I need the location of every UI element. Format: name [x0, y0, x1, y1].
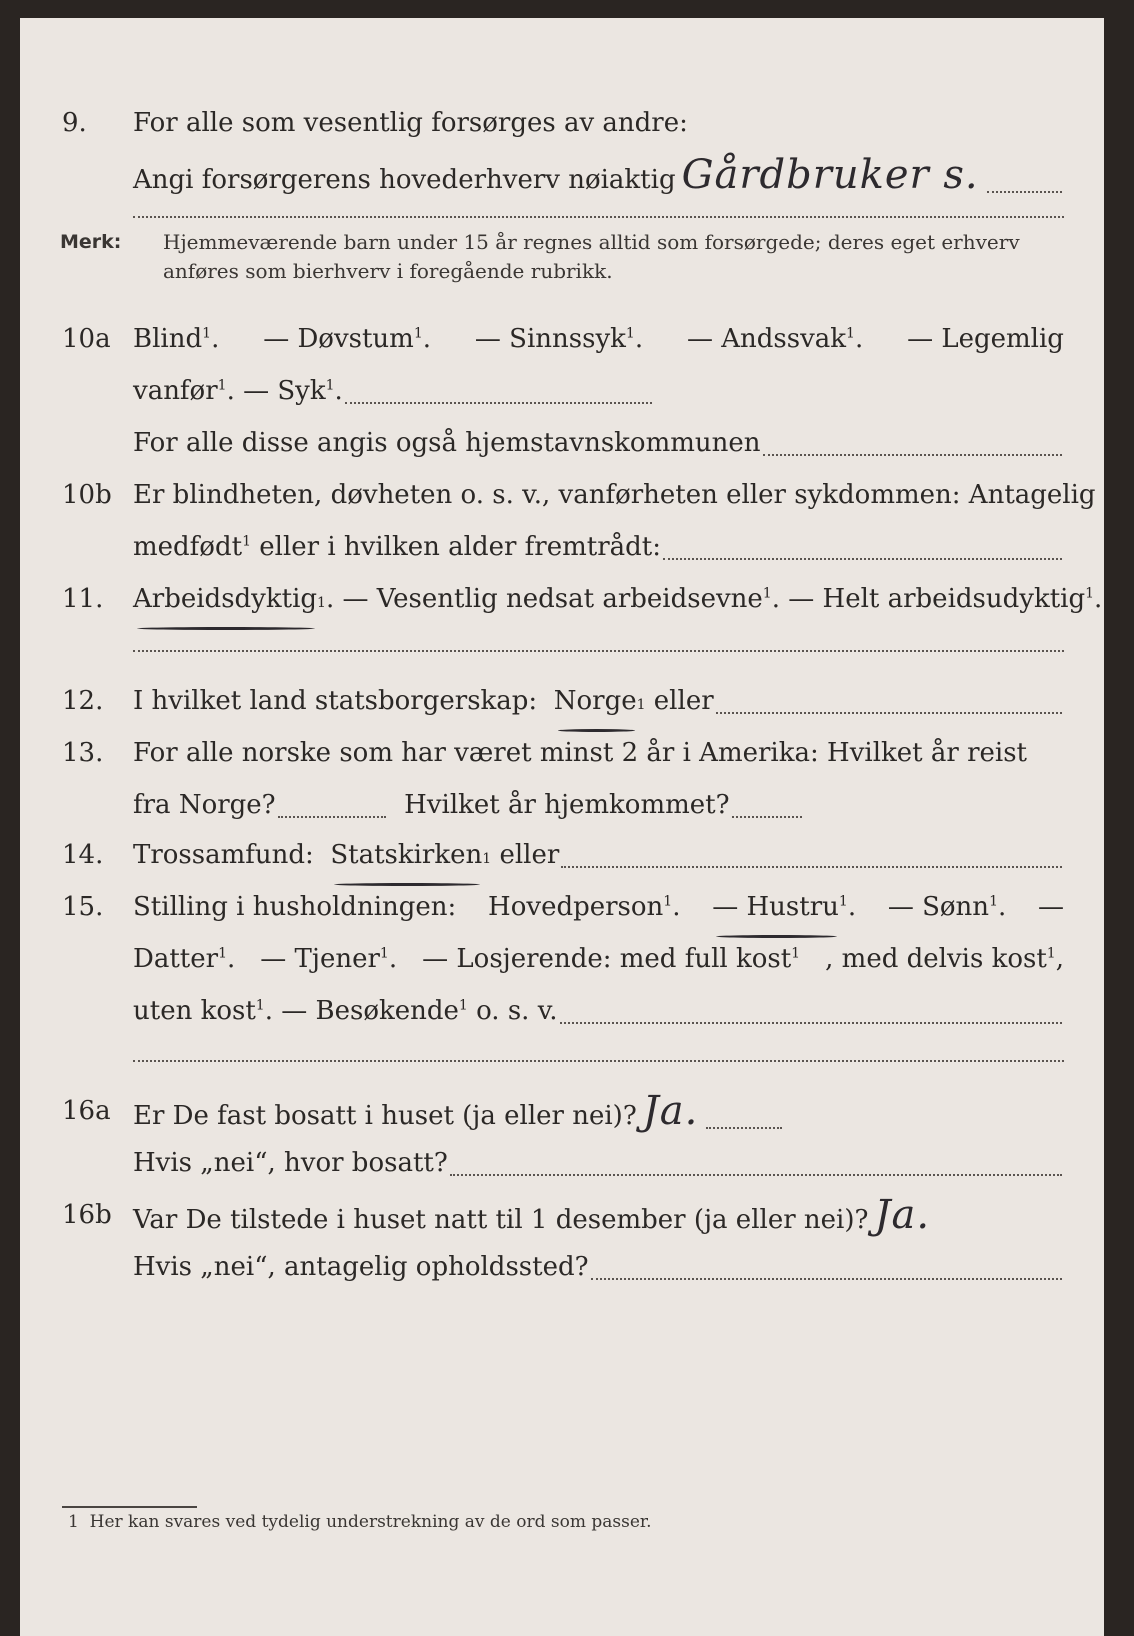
q10b-prompt: eller i hvilken alder fremtrådt: [259, 532, 662, 562]
option-medfodt: medfødt$^1$ [133, 532, 251, 562]
q16a-line2 [20, 1138, 1104, 1188]
q10a-line2 [20, 366, 1104, 416]
q15-line3 [20, 986, 1104, 1036]
q9-text: For alle som vesentlig forsørges av andre: [133, 108, 688, 138]
q13-line2 [20, 780, 1104, 830]
q12-number: 12. [62, 686, 104, 716]
q12-suffix: eller [653, 686, 714, 716]
q14-answer-line [561, 866, 1062, 868]
q10a-hometown-prompt: For alle disse angis også hjemstavnskommunen [133, 428, 761, 458]
note-line1: Hjemmeværende barn under 15 år regnes alltid som forsørgede; deres eget erhverv [163, 230, 1020, 254]
footnote-rule [62, 1506, 197, 1508]
q9-line2 [20, 150, 1104, 200]
q11-answer-line [133, 650, 1064, 652]
option-delvis-kost: , med delvis kost$^1$, [825, 944, 1064, 974]
q14-prompt: Trossamfund: [133, 840, 314, 870]
q14-suffix: eller [499, 840, 560, 870]
q15-dash: — [1038, 892, 1064, 922]
option-norge-underlined: Norge [554, 676, 637, 726]
q15-line1 [20, 882, 1104, 932]
option-vanfor: vanfør$^1$. [133, 376, 235, 406]
q10a-line1 [20, 314, 1104, 364]
q10a-number: 10a [62, 324, 111, 354]
q16a-followup-line [450, 1174, 1062, 1176]
q9-answer-line [987, 191, 1062, 193]
q13-departure-prompt: fra Norge? [133, 790, 276, 820]
q10b-number: 10b [62, 480, 112, 510]
note-label: Merk: [60, 231, 122, 253]
option-blind: Blind$^1$. [133, 324, 220, 354]
footnote-mark: 1 [68, 1512, 79, 1532]
q16a-answer-line [706, 1127, 782, 1129]
q16b-handwritten-answer: Ja. [874, 1192, 931, 1238]
q16b-line1 [20, 1190, 1104, 1240]
option-udyktig: — Helt arbeidsudyktig$^1$. [788, 584, 1103, 614]
q13-text: For alle norske som har været minst 2 år i Amerika: Hvilket år reist [133, 738, 1027, 768]
option-dovstum: — Døvstum$^1$. [263, 324, 432, 354]
q16b-number: 16b [62, 1200, 112, 1230]
option-full-kost: — Losjerende: med full kost$^1$ [422, 944, 801, 974]
q16b-followup: Hvis „nei“, antagelig opholdssted? [133, 1252, 589, 1282]
q13-return-line [732, 816, 802, 818]
q10b-answer-line [663, 558, 1062, 560]
option-arbeidsdyktig-underlined: Arbeidsdyktig [133, 574, 317, 624]
section-divider [133, 216, 1064, 218]
q13-line1 [20, 728, 1104, 778]
option-nedsat: — Vesentlig nedsat arbeidsevne$^1$. [342, 584, 780, 614]
q15-prompt: Stilling i husholdningen: [133, 892, 457, 922]
option-tjener: — Tjener$^1$. [260, 944, 398, 974]
footnote-text: Her kan svares ved tydelig understrekning av de ord som passer. [89, 1512, 652, 1532]
q12-answer-line [716, 712, 1062, 714]
q12-prompt: I hvilket land statsborgerskap: [133, 686, 538, 716]
option-legemlig: — Legemlig [907, 324, 1064, 354]
q16a-followup: Hvis „nei“, hvor bosatt? [133, 1148, 448, 1178]
option-uten-kost: uten kost$^1$. [133, 996, 273, 1026]
q13-departure-line [278, 816, 386, 818]
option-hovedperson: Hovedperson$^1$. [488, 892, 681, 922]
census-form-page [20, 18, 1104, 1636]
option-andssvak: — Andssvak$^1$. [686, 324, 864, 354]
option-hustru-underlined: — Hustru$^1$. [712, 882, 856, 932]
q16a-handwritten-answer: Ja. [642, 1088, 699, 1134]
q11-line: 11. Arbeidsdyktig 1 . — Vesentlig nedsat arbeidsevne$^1$. — Helt arbeidsudyktig$^1$. [20, 574, 1104, 624]
footnote [68, 1512, 652, 1532]
option-besokende: — Besøkende$^1$ [281, 996, 468, 1026]
q16a-number: 16a [62, 1096, 111, 1126]
q13-number: 13. [62, 738, 104, 768]
option-sonn: — Sønn$^1$. [887, 892, 1007, 922]
q15-number: 15. [62, 892, 104, 922]
option-syk: — Syk$^1$. [243, 376, 343, 406]
q12-line: 12. I hvilket land statsborgerskap: Norge 1 eller [20, 676, 1104, 726]
q15-etc: o. s. v. [476, 996, 558, 1026]
q10a-hometown-line [763, 454, 1062, 456]
q16b-prompt: Var De tilstede i huset natt til 1 desember (ja eller nei)? [133, 1205, 869, 1235]
q10b-line2 [20, 522, 1104, 572]
q10b-line1 [20, 470, 1104, 520]
q9-number: 9. [62, 108, 87, 138]
q16a-prompt: Er De fast bosatt i huset (ja eller nei)? [133, 1101, 637, 1131]
q16b-line2 [20, 1242, 1104, 1292]
q15-answer-line [560, 1022, 1062, 1024]
option-sinnssyk: — Sinnssyk$^1$. [474, 324, 644, 354]
note-line2: anføres som bierhverv i foregående rubrikk. [163, 259, 613, 283]
q16a-line1 [20, 1086, 1104, 1136]
q9-prompt: Angi forsørgerens hovederhverv nøiaktig [133, 165, 676, 195]
option-statskirken-underlined: Statskirken [330, 830, 482, 880]
q9-line1 [20, 98, 1104, 148]
q14-number: 14. [62, 840, 104, 870]
q13-return-prompt: Hvilket år hjemkommet? [404, 790, 730, 820]
q9-handwritten-answer: Gårdbruker s. [681, 152, 979, 198]
q15-extra-line [133, 1060, 1064, 1062]
q10b-text: Er blindheten, døvheten o. s. v., vanførheten eller sykdommen: Antagelig [133, 480, 1096, 510]
q15-line2 [20, 934, 1104, 984]
q11-number: 11. [62, 584, 104, 614]
option-datter: Datter$^1$. [133, 944, 236, 974]
q10a-answer-line [345, 402, 652, 404]
q14-line: 14. Trossamfund: Statskirken 1 eller [20, 830, 1104, 880]
q16b-followup-line [591, 1278, 1062, 1280]
q10a-line3 [20, 418, 1104, 468]
